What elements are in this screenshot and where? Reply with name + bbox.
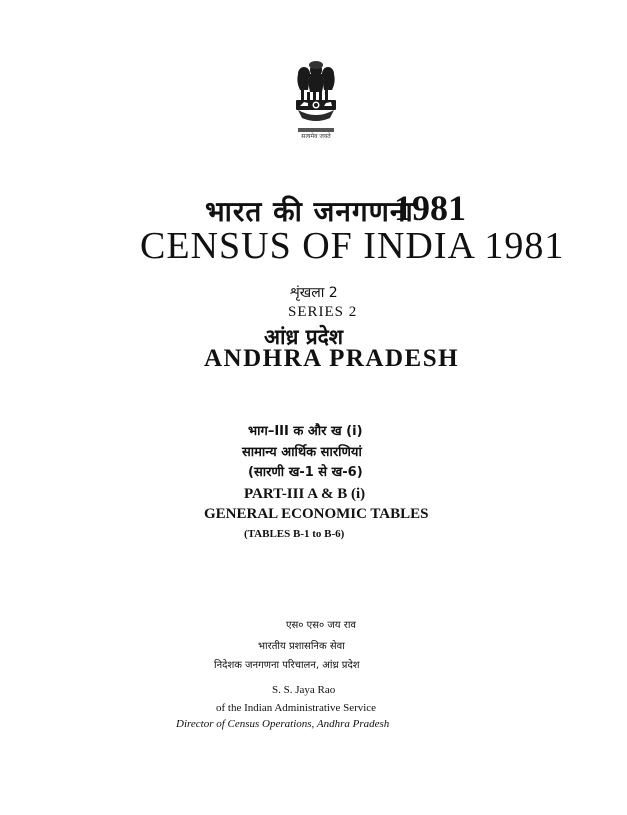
author-service-hindi: भारतीय प्रशासनिक सेवा [258, 641, 345, 652]
lion-capital-emblem [290, 60, 342, 140]
state-english: ANDHRA PRADESH [204, 345, 460, 372]
author-name-english: S. S. Jaya Rao [272, 684, 336, 696]
series-english: SERIES 2 [288, 304, 358, 320]
title-year: 1981 [394, 188, 466, 228]
title-hindi: भारत की जनगणना [205, 195, 414, 228]
author-service-english: of the Indian Administrative Service [216, 702, 377, 714]
author-designation-english [176, 718, 389, 730]
author-designation-hindi: निदेशक जनगणना परिचालन, आंध्र प्रदेश [214, 660, 360, 671]
tables-range-english: (TABLES B-1 to B-6) [244, 528, 345, 540]
emblem-motto: सत्यमेव जयते [301, 133, 331, 140]
author-designation-text: Director of Census Operations, Andhra Pradesh [176, 718, 390, 730]
author-name-hindi: एस० एस० जय राव [286, 620, 356, 631]
part-english: PART-III A & B (i) [244, 486, 366, 502]
tables-range-hindi: (सारणी ख-1 से ख-6) [248, 465, 363, 480]
series-hindi: शृंखला 2 [290, 285, 338, 301]
state-emblem-icon [290, 60, 342, 140]
tables-title-hindi: सामान्य आर्थिक सारणियां [242, 445, 362, 460]
part-hindi: भाग–III क और ख (i) [248, 424, 363, 439]
tables-title-english: GENERAL ECONOMIC TABLES [204, 506, 429, 522]
title-english: CENSUS OF INDIA 1981 [140, 225, 565, 267]
state-hindi: आंध्र प्रदेश [264, 325, 344, 349]
